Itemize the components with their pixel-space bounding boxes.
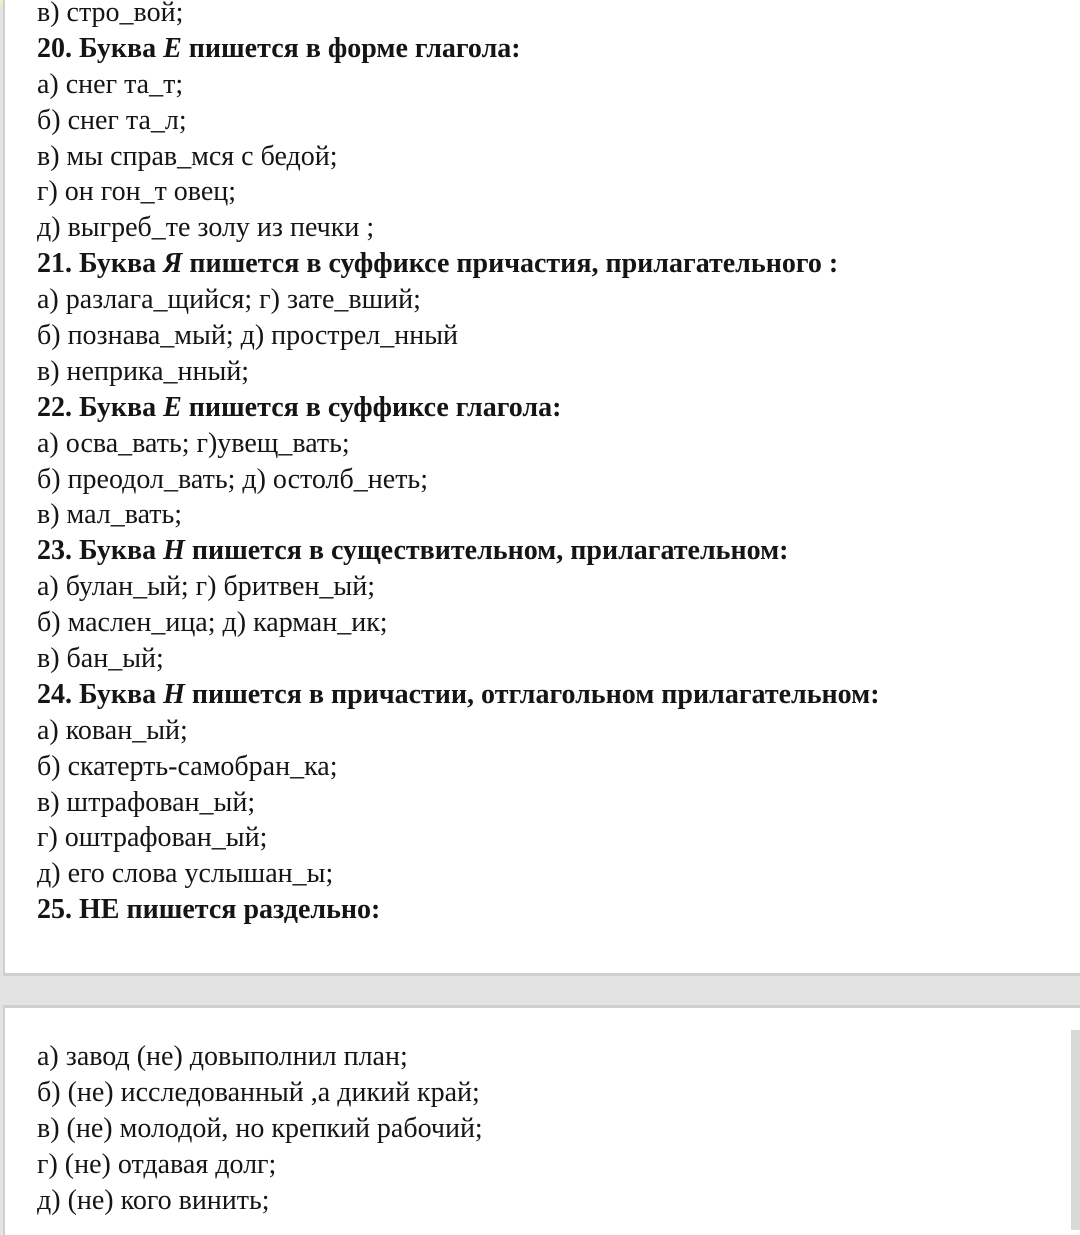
answer-option: а) завод (не) довыполнил план; <box>37 1041 408 1072</box>
question-heading <box>37 390 880 426</box>
document-page-2 <box>3 1005 1080 1235</box>
answer-option: г) оштрафован_ый; <box>37 822 268 854</box>
question-heading-prefix: 23. Буква <box>37 535 164 567</box>
answer-option: в) (не) молодой, но крепкий рабочий; <box>37 1112 483 1144</box>
answer-option: б) познава_мый; д) прострел_нный <box>37 320 459 352</box>
question-letter: Е <box>163 32 182 64</box>
question-heading <box>37 677 880 713</box>
page-2-text-lines <box>37 1039 483 1218</box>
answer-option: д) его слова услышан_ы; <box>37 858 334 890</box>
answer-option: г) (не) отдавая долг; <box>37 1148 277 1180</box>
document-page-1 <box>3 0 1080 976</box>
answer-option: а) булан_ый; г) бритвен_ый; <box>37 571 375 603</box>
question-letter: Я <box>163 248 183 280</box>
answer-option: б) снег та_л; <box>37 104 187 136</box>
question-letter: Н <box>163 678 185 710</box>
answer-option: в) неприка_нный; <box>37 355 250 387</box>
answer-option: в) бан_ый; <box>37 643 164 675</box>
question-heading-prefix: 24. Буква <box>37 678 164 710</box>
answer-option: д) выгреб_те золу из печки ; <box>37 212 375 244</box>
question-heading-suffix: пишется в форме глагола: <box>181 32 521 64</box>
answer-option: д) (не) кого винить; <box>37 1184 270 1216</box>
scrollbar[interactable] <box>1071 1030 1080 1230</box>
question-heading-suffix: пишется в причастии, отглагольном прилагательном: <box>184 678 880 710</box>
question-heading-prefix: 20. Буква <box>37 32 164 64</box>
question-heading-suffix: пишется в суффиксе глагола: <box>181 391 562 423</box>
question-letter: Н <box>163 535 185 567</box>
answer-option: в) стро_вой; <box>37 0 184 28</box>
answer-option: б) преодол_вать; д) остолб_неть; <box>37 463 428 495</box>
answer-option: б) (не) исследованный ,а дикий край; <box>37 1076 480 1108</box>
answer-option: г) он гон_т овец; <box>37 176 237 208</box>
question-heading-suffix: пишется в существительном, прилагательном: <box>184 535 789 567</box>
answer-option: а) кован_ый; <box>37 714 188 746</box>
question-heading-prefix: 21. Буква <box>37 248 164 280</box>
question-heading <box>37 31 880 67</box>
question-heading <box>37 246 880 282</box>
page-1-text-lines <box>37 0 880 928</box>
answer-option: в) штрафован_ый; <box>37 786 256 818</box>
answer-option: а) разлага_щийся; г) зате_вший; <box>37 284 421 316</box>
question-heading-prefix: 22. Буква <box>37 391 164 423</box>
answer-option: в) мал_вать; <box>37 499 183 531</box>
answer-option: а) снег та_т; <box>37 68 184 100</box>
answer-option: а) осва_вать; г)увещ_вать; <box>37 427 350 459</box>
question-heading-suffix: пишется в суффиксе причастия, прилагательного : <box>182 248 839 280</box>
answer-option: в) мы справ_мся с бедой; <box>37 140 338 172</box>
question-heading <box>37 533 880 569</box>
question-heading: 25. НЕ пишется раздельно: <box>37 894 381 926</box>
answer-option: б) скатерть-самобран_ка; <box>37 750 338 782</box>
answer-option: б) маслен_ица; д) карман_ик; <box>37 607 388 639</box>
question-letter: Е <box>163 391 182 423</box>
